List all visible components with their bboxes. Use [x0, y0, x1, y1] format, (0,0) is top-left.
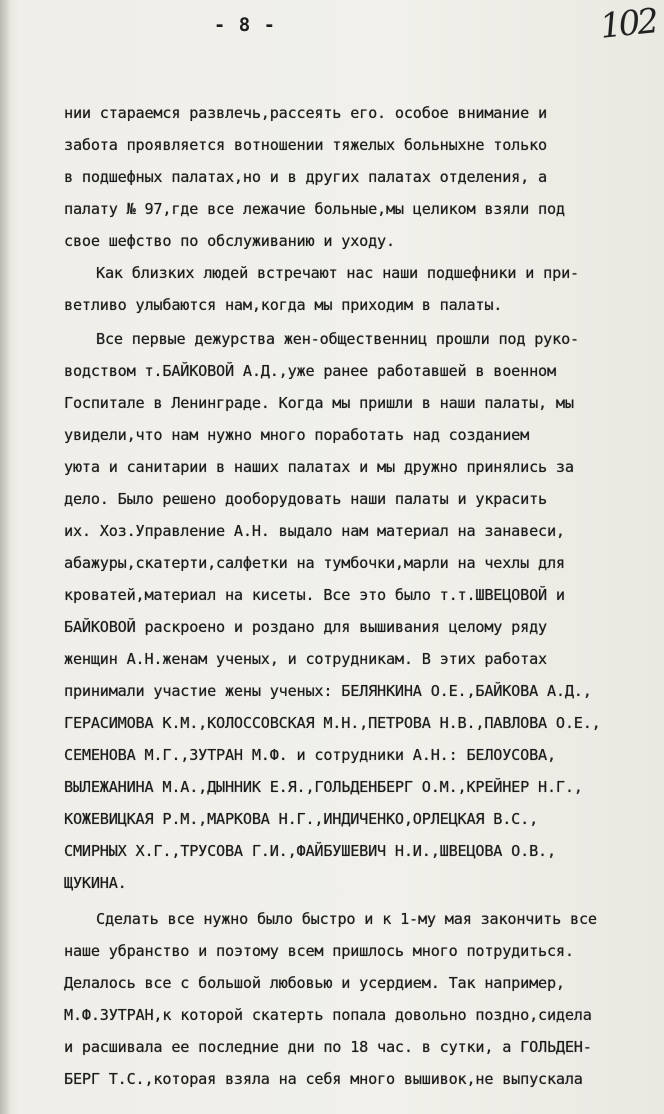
text-line-4: палату № 97,где все лежачие больные,мы целиком взяли под [64, 200, 565, 218]
text-line-10: Госпитале в Ленинграде. Когда мы пришли в наши палаты, мы [64, 394, 574, 412]
text-line-13: дело. Было решено дооборудовать наши палаты и украсить [64, 490, 547, 508]
text-line-18: женщин А.Н.женам ученых, и сотрудникам. В этих работах [64, 650, 547, 668]
text-line-20: ГЕРАСИМОВА К.М.,КОЛОССОВСКАЯ М.Н.,ПЕТРОВА Н.В.,ПАВЛОВА О.Е., [64, 714, 601, 732]
text-line-26: Сделать все нужно было быстро и к 1-му мая закончить все [96, 910, 597, 928]
text-line-11: увидели,что нам нужно много поработать над созданием [64, 426, 530, 444]
text-line-17: БАЙКОВОЙ раскроено и роздано для вышивания целому ряду [64, 618, 547, 636]
text-line-23: КОЖЕВИЦКАЯ Р.М.,МАРКОВА Н.Г.,ИНДИЧЕНКО,ОРЛЕЦКАЯ В.С., [64, 810, 539, 828]
text-line-22: ВЫЛЕЖАНИНА М.А.,ДЫННИК Е.Я.,ГОЛЬДЕНБЕРГ О.М.,КРЕЙНЕР Н.Г., [64, 778, 583, 796]
text-line-8: Все первые дежурства жен-общественниц прошли под руко- [96, 330, 579, 348]
text-line-29: М.Ф.ЗУТРАН,к которой скатерть попала довольно поздно,сидела [64, 1006, 592, 1024]
text-line-16: кроватей,материал на кисеты. Все это было т.т.ШВЕЦОВОЙ и [64, 586, 565, 604]
text-line-9: водством т.БАЙКОВОЙ А.Д.,уже ранее работавшей в военном [64, 362, 556, 380]
text-line-6: Как близких людей встречают нас наши подшефники и при- [96, 264, 579, 282]
text-line-3: в подшефных палатах,но и в других палатах отделения, а [64, 168, 547, 186]
text-line-14: их. Хоз.Управление А.Н. выдало нам материал на занавеси, [64, 522, 565, 540]
text-line-12: уюта и санитарии в наших палатах и мы дружно принялись за [64, 458, 574, 476]
text-line-30: и расшивала ее последние дни по 18 час. в сутки, а ГОЛЬДЕН- [64, 1038, 592, 1056]
text-line-7: ветливо улыбаются нам,когда мы приходим в палаты. [64, 296, 503, 314]
text-line-24: СМИРНЫХ Х.Г.,ТРУСОВА Г.И.,ФАЙБУШЕВИЧ Н.И.,ШВЕЦОВА О.В., [64, 842, 556, 860]
text-line-2: забота проявляется вотношении тяжелых больныхне только [64, 136, 547, 154]
text-line-25: ЩУКИНА. [64, 874, 127, 892]
text-line-5: свое шефство по обслуживанию и уходу. [64, 232, 395, 250]
text-line-21: СЕМЕНОВА М.Г.,ЗУТРАН М.Ф. и сотрудники А.Н.: БЕЛОУСОВА, [64, 746, 556, 764]
text-line-31: БЕРГ Т.С.,которая взяла на себя много вышивок,не выпускала [64, 1070, 583, 1088]
text-line-28: Делалось все с большой любовью и усердием. Так например, [64, 974, 565, 992]
text-line-19: принимали участие жены ученых: БЕЛЯНКИНА О.Е.,БАЙКОВА А.Д., [64, 682, 592, 700]
text-line-15: абажуры,скатерти,салфетки на тумбочки,марли на чехлы для [64, 554, 565, 572]
page-number: - 8 - [213, 14, 277, 36]
text-line-27: наше убранство и поэтому всем пришлось много потрудиться. [64, 942, 574, 960]
text-line-1: нии стараемся развлечь,рассеять его. особое внимание и [64, 104, 547, 122]
page-binding-edge [0, 0, 10, 1114]
handwritten-archive-number: 102 [598, 1, 658, 47]
